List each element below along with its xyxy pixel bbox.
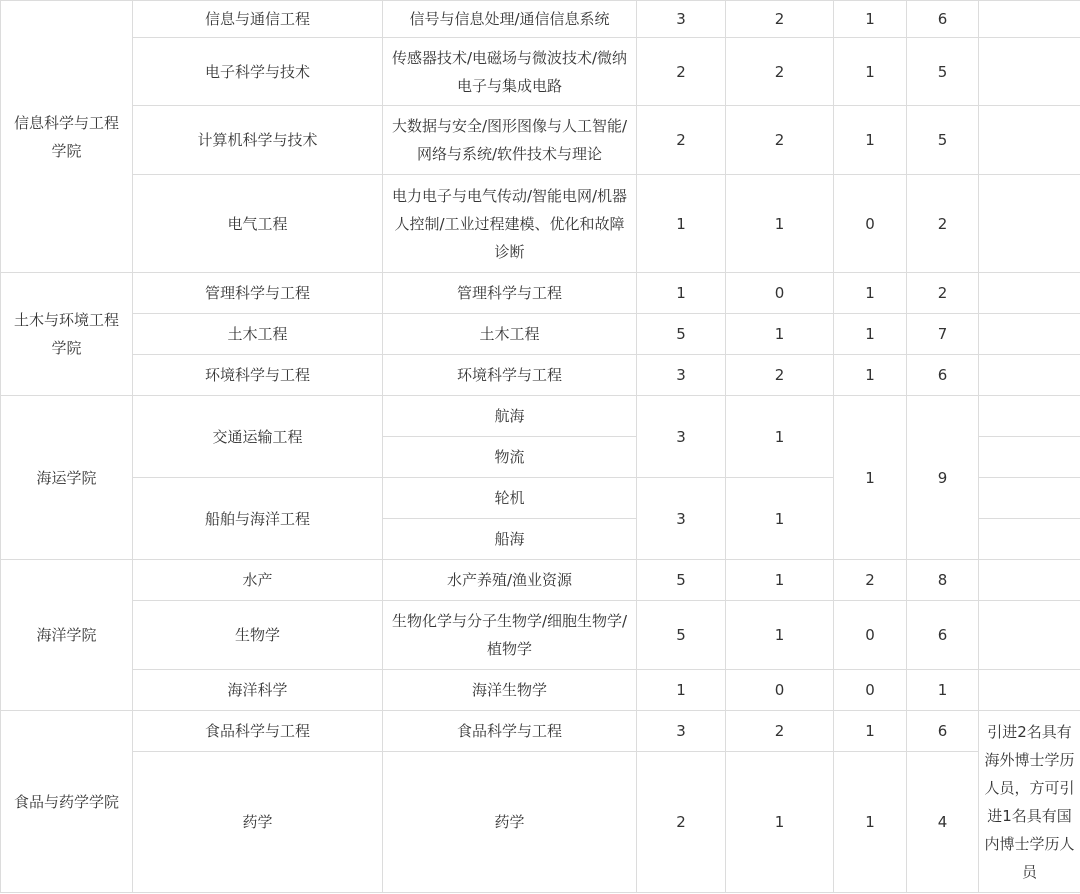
total-cell: 4	[907, 752, 979, 893]
note-cell	[979, 314, 1080, 355]
count-cell: 1	[726, 752, 834, 893]
total-cell: 6	[907, 355, 979, 396]
total-cell: 2	[907, 175, 979, 273]
count-cell: 1	[834, 711, 907, 752]
count-cell: 1	[637, 175, 726, 273]
note-cell	[979, 601, 1080, 670]
total-cell: 5	[907, 38, 979, 106]
total-cell: 7	[907, 314, 979, 355]
count-cell: 0	[726, 670, 834, 711]
count-cell: 2	[726, 106, 834, 175]
note-cell	[979, 38, 1080, 106]
count-cell: 0	[834, 601, 907, 670]
discipline-cell: 食品科学与工程	[133, 711, 383, 752]
direction-cell: 电力电子与电气传动/智能电网/机器人控制/工业过程建模、优化和故障诊断	[383, 175, 637, 273]
college-cell: 食品与药学学院	[1, 711, 133, 893]
table-row	[1, 670, 1080, 711]
note-cell	[979, 1, 1080, 38]
count-cell: 1	[834, 396, 907, 560]
direction-cell: 环境科学与工程	[383, 355, 637, 396]
direction-cell: 船海	[383, 519, 637, 560]
note-cell	[979, 478, 1080, 519]
note-cell	[979, 273, 1080, 314]
count-cell: 0	[834, 670, 907, 711]
count-cell: 3	[637, 478, 726, 560]
direction-cell: 物流	[383, 437, 637, 478]
count-cell: 3	[637, 711, 726, 752]
table-row	[1, 175, 1080, 273]
discipline-cell: 信息与通信工程	[133, 1, 383, 38]
count-cell: 1	[834, 38, 907, 106]
direction-cell: 药学	[383, 752, 637, 893]
note-cell	[979, 437, 1080, 478]
count-cell: 1	[637, 273, 726, 314]
discipline-cell: 船舶与海洋工程	[133, 478, 383, 560]
college-cell: 信息科学与工程学院	[1, 1, 133, 273]
count-cell: 1	[834, 752, 907, 893]
total-cell: 8	[907, 560, 979, 601]
count-cell: 1	[726, 560, 834, 601]
count-cell: 5	[637, 560, 726, 601]
count-cell: 3	[637, 1, 726, 38]
note-cell	[979, 519, 1080, 560]
direction-cell: 管理科学与工程	[383, 273, 637, 314]
note-cell	[979, 355, 1080, 396]
count-cell: 1	[834, 355, 907, 396]
note-cell	[979, 560, 1080, 601]
count-cell: 1	[834, 106, 907, 175]
direction-cell: 土木工程	[383, 314, 637, 355]
count-cell: 1	[834, 273, 907, 314]
direction-cell: 水产养殖/渔业资源	[383, 560, 637, 601]
note-cell	[979, 175, 1080, 273]
count-cell: 2	[637, 106, 726, 175]
count-cell: 1	[726, 396, 834, 478]
discipline-cell: 土木工程	[133, 314, 383, 355]
note-cell	[979, 670, 1080, 711]
discipline-cell: 交通运输工程	[133, 396, 383, 478]
table-row	[1, 355, 1080, 396]
discipline-cell: 管理科学与工程	[133, 273, 383, 314]
total-cell: 6	[907, 601, 979, 670]
count-cell: 1	[834, 1, 907, 38]
count-cell: 2	[637, 752, 726, 893]
discipline-cell: 环境科学与工程	[133, 355, 383, 396]
total-cell: 9	[907, 396, 979, 560]
table-row	[1, 601, 1080, 670]
count-cell: 2	[726, 711, 834, 752]
college-cell: 海运学院	[1, 396, 133, 560]
discipline-cell: 计算机科学与技术	[133, 106, 383, 175]
count-cell: 1	[726, 601, 834, 670]
total-cell: 5	[907, 106, 979, 175]
discipline-cell: 水产	[133, 560, 383, 601]
total-cell: 1	[907, 670, 979, 711]
count-cell: 5	[637, 601, 726, 670]
college-cell: 海洋学院	[1, 560, 133, 711]
discipline-cell: 药学	[133, 752, 383, 893]
direction-cell: 生物化学与分子生物学/细胞生物学/植物学	[383, 601, 637, 670]
table-row	[1, 273, 1080, 314]
direction-cell: 大数据与安全/图形图像与人工智能/网络与系统/软件技术与理论	[383, 106, 637, 175]
discipline-cell: 生物学	[133, 601, 383, 670]
count-cell: 2	[726, 1, 834, 38]
count-cell: 3	[637, 396, 726, 478]
note-cell	[979, 106, 1080, 175]
table-row	[1, 711, 1080, 752]
direction-cell: 航海	[383, 396, 637, 437]
discipline-cell: 电子科学与技术	[133, 38, 383, 106]
total-cell: 6	[907, 711, 979, 752]
table-row	[1, 396, 1080, 437]
discipline-cell: 海洋科学	[133, 670, 383, 711]
count-cell: 2	[637, 38, 726, 106]
table-row	[1, 1, 1080, 38]
table-row	[1, 752, 1080, 893]
count-cell: 1	[726, 314, 834, 355]
count-cell: 1	[637, 670, 726, 711]
note-cell: 引进2名具有海外博士学历人员，方可引进1名具有国内博士学历人员	[979, 711, 1080, 893]
total-cell: 2	[907, 273, 979, 314]
direction-cell: 信号与信息处理/通信信息系统	[383, 1, 637, 38]
direction-cell: 传感器技术/电磁场与微波技术/微纳电子与集成电路	[383, 38, 637, 106]
count-cell: 2	[726, 38, 834, 106]
direction-cell: 轮机	[383, 478, 637, 519]
table-row	[1, 560, 1080, 601]
count-cell: 2	[726, 355, 834, 396]
total-cell: 6	[907, 1, 979, 38]
count-cell: 2	[834, 560, 907, 601]
count-cell: 1	[726, 478, 834, 560]
count-cell: 1	[834, 314, 907, 355]
note-cell	[979, 396, 1080, 437]
table-row	[1, 314, 1080, 355]
count-cell: 1	[726, 175, 834, 273]
table-row	[1, 38, 1080, 106]
count-cell: 0	[834, 175, 907, 273]
direction-cell: 海洋生物学	[383, 670, 637, 711]
discipline-cell: 电气工程	[133, 175, 383, 273]
count-cell: 5	[637, 314, 726, 355]
count-cell: 3	[637, 355, 726, 396]
table-row	[1, 106, 1080, 175]
direction-cell: 食品科学与工程	[383, 711, 637, 752]
college-cell: 土木与环境工程学院	[1, 273, 133, 396]
count-cell: 0	[726, 273, 834, 314]
